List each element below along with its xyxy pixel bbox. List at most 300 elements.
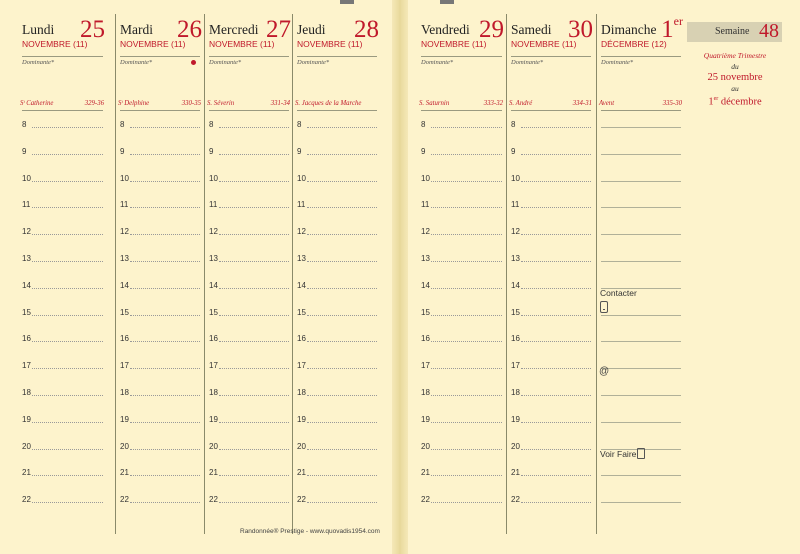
hour-label: 10: [421, 173, 430, 183]
hour-slot[interactable]: [116, 426, 204, 453]
hour-label: 8: [421, 120, 426, 129]
hour-slot[interactable]: [507, 479, 595, 506]
hour-line: [219, 368, 289, 369]
hour-slot[interactable]: [116, 452, 204, 479]
hour-slot[interactable]: [116, 318, 204, 345]
hour-slot[interactable]: [293, 426, 381, 453]
hour-line: [32, 449, 103, 450]
hour-label: 20: [297, 441, 306, 451]
hour-slot[interactable]: [507, 158, 595, 185]
hour-slot[interactable]: [116, 345, 204, 372]
quarter-end-num: 1: [708, 96, 714, 108]
dominante-label: Dominante*: [120, 59, 153, 66]
hour-line: [130, 475, 200, 476]
hour-slot[interactable]: [205, 479, 293, 506]
hour-line: [219, 341, 289, 342]
hour-line: [431, 395, 502, 396]
hour-label: 11: [421, 200, 430, 210]
hour-label: 15: [421, 307, 430, 317]
hour-label: 16: [421, 334, 430, 344]
hour-slot[interactable]: [18, 238, 107, 265]
day-number-sup: er: [673, 14, 683, 28]
hour-slot[interactable]: [293, 184, 381, 211]
saint-name: S. Saturnin: [419, 100, 450, 107]
hour-label: 14: [297, 280, 306, 290]
hour-line: [431, 181, 502, 182]
hour-label: 18: [511, 388, 520, 397]
voir-faire-label: Voir Faire: [600, 449, 637, 459]
hour-slot[interactable]: [597, 345, 685, 372]
saint-name: S. Jacques de la Marche: [295, 100, 362, 107]
hour-line: [130, 181, 200, 182]
hour-slot[interactable]: [18, 184, 107, 211]
hour-slot[interactable]: [18, 265, 107, 292]
hour-slot[interactable]: [293, 158, 381, 185]
hour-slot[interactable]: [597, 399, 685, 426]
phone-icon: [600, 301, 608, 313]
hour-slot[interactable]: [293, 238, 381, 265]
day-of-year: 329-36: [84, 100, 104, 107]
quarter-end: [688, 94, 782, 108]
hour-label: 8: [120, 120, 125, 129]
day-header: [18, 14, 107, 62]
hour-label: 17: [22, 361, 31, 371]
quarter-end-month: décembre: [720, 96, 762, 108]
hour-slot[interactable]: [205, 372, 293, 399]
day-column: [506, 14, 595, 534]
hour-slot[interactable]: [507, 184, 595, 211]
day-header: [507, 14, 595, 62]
hour-label: 13: [209, 254, 218, 263]
hour-label: 12: [511, 227, 520, 237]
day-month: NOVEMBRE (11): [120, 39, 186, 49]
day-month: DÉCEMBRE (12): [601, 39, 667, 49]
hour-slot[interactable]: [205, 238, 293, 265]
hour-label: 21: [297, 468, 306, 478]
hour-line: [130, 449, 200, 450]
hour-slot[interactable]: [597, 104, 685, 131]
hour-slot[interactable]: [18, 158, 107, 185]
hour-slot[interactable]: [293, 265, 381, 292]
hour-line: [521, 127, 591, 128]
hour-label: 13: [511, 254, 520, 263]
header-rule: [209, 56, 289, 57]
hour-slot[interactable]: [417, 345, 506, 372]
hour-slot[interactable]: [293, 452, 381, 479]
hour-line: [32, 127, 103, 128]
hour-slot[interactable]: [417, 131, 506, 158]
hour-label: 22: [297, 495, 306, 505]
hour-slot[interactable]: [205, 211, 293, 238]
hour-line: [521, 341, 591, 342]
hour-label: 22: [120, 495, 129, 505]
hour-slot[interactable]: [507, 399, 595, 426]
hour-slot[interactable]: [116, 292, 204, 319]
day-name: Jeudi: [297, 22, 326, 37]
hour-slot[interactable]: [417, 265, 506, 292]
hour-line: [130, 154, 200, 155]
hour-line: [431, 475, 502, 476]
hour-label: 13: [297, 254, 306, 263]
quarter-info: [688, 50, 782, 108]
hour-label: 22: [511, 495, 520, 505]
quarter-start-month: novembre: [720, 72, 763, 83]
quarter-title: Quatrième Trimestre: [703, 51, 767, 60]
hour-line: [431, 422, 502, 423]
hour-line: [219, 154, 289, 155]
hour-line: [219, 181, 289, 182]
dominante-label: Dominante*: [421, 59, 454, 66]
hour-slot[interactable]: [116, 184, 204, 211]
hour-label: 15: [120, 307, 129, 317]
hour-slot[interactable]: [116, 399, 204, 426]
saint-name: Sᵗ Delphine: [118, 100, 150, 107]
hour-label: 22: [421, 495, 430, 505]
hour-slot[interactable]: [293, 399, 381, 426]
hour-line: [32, 181, 103, 182]
hour-line: [219, 395, 289, 396]
header-rule: [601, 56, 681, 57]
hour-slot[interactable]: [116, 131, 204, 158]
hour-label: 18: [421, 388, 430, 397]
note-line: [601, 368, 681, 369]
hour-label: 10: [297, 173, 306, 183]
hour-slot[interactable]: [116, 265, 204, 292]
day-name: Mercredi: [209, 22, 259, 37]
quarter-end-sup: er: [713, 96, 719, 102]
hour-label: 12: [22, 227, 31, 237]
hour-slot[interactable]: [205, 345, 293, 372]
hour-line: [431, 261, 502, 262]
hour-slot[interactable]: [597, 131, 685, 158]
hour-slot[interactable]: [597, 479, 685, 506]
note-line: [601, 261, 681, 262]
day-column: [18, 14, 107, 534]
marker-dot: [191, 60, 196, 65]
hour-slot[interactable]: [205, 399, 293, 426]
hour-slot[interactable]: [293, 104, 381, 131]
hour-line: [219, 288, 289, 289]
hour-slot[interactable]: [417, 452, 506, 479]
hour-line: [219, 422, 289, 423]
hour-slot[interactable]: [507, 131, 595, 158]
hour-slot[interactable]: [205, 184, 293, 211]
hour-slot[interactable]: [18, 131, 107, 158]
hour-label: 14: [511, 280, 520, 290]
day-number-value: 28: [354, 16, 379, 43]
hour-slot[interactable]: [507, 426, 595, 453]
hour-line: [307, 288, 377, 289]
hour-slot[interactable]: [116, 158, 204, 185]
hour-label: 22: [209, 495, 218, 505]
hour-line: [307, 261, 377, 262]
hour-slot[interactable]: [597, 372, 685, 399]
hour-slot[interactable]: [18, 292, 107, 319]
hour-slot[interactable]: [293, 345, 381, 372]
hour-label: 17: [209, 361, 218, 371]
day-of-year: 334-31: [572, 100, 592, 107]
hour-slot[interactable]: [507, 372, 595, 399]
hour-line: [431, 127, 502, 128]
hour-slot[interactable]: [205, 104, 293, 131]
hour-line: [130, 234, 200, 235]
week-number: 48: [759, 20, 779, 42]
hour-line: [32, 475, 103, 476]
hour-slot[interactable]: [293, 211, 381, 238]
hour-line: [307, 234, 377, 235]
quarter-du: du: [731, 62, 739, 71]
day-number-value: 26: [177, 16, 202, 43]
hour-line: [521, 475, 591, 476]
hour-label: 21: [209, 468, 218, 478]
hour-line: [521, 207, 591, 208]
hour-line: [130, 422, 200, 423]
hour-line: [431, 207, 502, 208]
hour-slot[interactable]: [205, 426, 293, 453]
hour-slot[interactable]: [293, 318, 381, 345]
hour-slot[interactable]: [507, 292, 595, 319]
hour-label: 19: [421, 414, 430, 424]
hour-label: 20: [511, 441, 520, 451]
hour-label: 18: [120, 388, 129, 397]
hour-line: [32, 288, 103, 289]
hour-label: 19: [22, 414, 31, 424]
hour-slot[interactable]: [417, 292, 506, 319]
hour-slot[interactable]: [597, 238, 685, 265]
day-header: [597, 14, 685, 62]
hour-slot[interactable]: [597, 158, 685, 185]
hour-slot[interactable]: [417, 372, 506, 399]
day-name: Samedi: [511, 22, 552, 37]
header-rule: [421, 56, 502, 57]
hour-slot[interactable]: [205, 452, 293, 479]
day-column: [115, 14, 204, 534]
hour-slot[interactable]: [205, 292, 293, 319]
footer-text: Randonnée® Prestige - www.quovadis1954.com: [240, 528, 380, 535]
day-month: NOVEMBRE (11): [421, 39, 487, 49]
note-line: [601, 422, 681, 423]
hour-slot[interactable]: [205, 318, 293, 345]
hour-slot[interactable]: [18, 479, 107, 506]
saint-name: Sᵗ Catherine: [20, 100, 54, 107]
hour-slot[interactable]: [18, 104, 107, 131]
hour-line: [32, 502, 103, 503]
dominante-label: Dominante*: [601, 59, 634, 66]
hour-label: 21: [421, 468, 430, 478]
hour-line: [307, 315, 377, 316]
hour-label: 14: [421, 280, 430, 290]
hour-label: 21: [22, 468, 31, 478]
hour-label: 10: [22, 173, 31, 183]
hour-label: 15: [297, 307, 306, 317]
day-header: [293, 14, 381, 62]
hour-slot[interactable]: [417, 479, 506, 506]
hour-slot[interactable]: [597, 318, 685, 345]
hour-slot[interactable]: [417, 238, 506, 265]
hour-line: [521, 368, 591, 369]
hour-line: [32, 422, 103, 423]
hour-line: [521, 395, 591, 396]
hour-slot[interactable]: [293, 479, 381, 506]
hour-label: 11: [511, 200, 520, 210]
hour-label: 12: [297, 227, 306, 237]
hour-slot[interactable]: [597, 211, 685, 238]
day-month: NOVEMBRE (11): [209, 39, 275, 49]
hour-slot[interactable]: [507, 211, 595, 238]
hour-line: [307, 422, 377, 423]
hour-label: 18: [22, 388, 31, 397]
hour-label: 9: [297, 146, 302, 156]
hour-line: [130, 368, 200, 369]
hour-label: 12: [120, 227, 129, 237]
hour-slot[interactable]: [205, 265, 293, 292]
hour-slot[interactable]: [417, 104, 506, 131]
day-number-value: 25: [80, 16, 105, 43]
hour-slot[interactable]: [417, 426, 506, 453]
day-header: [417, 14, 506, 62]
note-line: [601, 207, 681, 208]
hour-slot[interactable]: [116, 211, 204, 238]
note-line: [601, 181, 681, 182]
day-name: Dimanche: [601, 22, 657, 37]
hour-slot[interactable]: [507, 104, 595, 131]
hour-slot[interactable]: [18, 372, 107, 399]
page-gutter: [392, 0, 408, 554]
hour-slot[interactable]: [417, 318, 506, 345]
hour-label: 8: [511, 120, 516, 129]
hour-label: 17: [120, 361, 129, 371]
day-header: [116, 14, 204, 62]
saint-name: S. André: [509, 100, 533, 107]
hour-line: [431, 449, 502, 450]
hour-slot[interactable]: [293, 131, 381, 158]
hour-label: 16: [297, 334, 306, 344]
hour-label: 16: [120, 334, 129, 344]
hour-slot[interactable]: [205, 131, 293, 158]
hour-slot[interactable]: [417, 399, 506, 426]
hour-label: 16: [209, 334, 218, 344]
hour-label: 18: [209, 388, 218, 397]
hour-line: [307, 207, 377, 208]
day-column: [417, 14, 506, 534]
hour-line: [32, 234, 103, 235]
hour-slot[interactable]: [293, 372, 381, 399]
note-line: [601, 315, 681, 316]
day-column: [204, 14, 293, 534]
header-rule: [120, 56, 200, 57]
hour-label: 12: [421, 227, 430, 237]
top-tab-mark-left: [340, 0, 354, 4]
hour-line: [130, 288, 200, 289]
hour-slot[interactable]: [507, 238, 595, 265]
hour-line: [130, 127, 200, 128]
hour-slot[interactable]: [116, 372, 204, 399]
day-number-value: 27: [266, 16, 291, 43]
hour-slot[interactable]: [597, 184, 685, 211]
hour-slot[interactable]: [116, 238, 204, 265]
hour-slot[interactable]: [18, 452, 107, 479]
saint-name: S. Séverin: [207, 100, 235, 107]
header-rule: [297, 56, 377, 57]
hour-slot[interactable]: [507, 452, 595, 479]
hour-slot[interactable]: [417, 184, 506, 211]
note-line: [601, 475, 681, 476]
hour-label: 11: [120, 200, 129, 210]
hour-line: [32, 315, 103, 316]
day-header: [205, 14, 293, 62]
hour-line: [521, 288, 591, 289]
hour-slot[interactable]: [293, 292, 381, 319]
hour-line: [307, 368, 377, 369]
hour-line: [219, 207, 289, 208]
hour-line: [219, 127, 289, 128]
hour-line: [431, 315, 502, 316]
hour-label: 9: [421, 146, 426, 156]
hour-line: [32, 341, 103, 342]
hour-line: [130, 502, 200, 503]
hour-slot[interactable]: [18, 399, 107, 426]
hour-line: [32, 154, 103, 155]
hour-label: 9: [22, 146, 27, 156]
hour-slot[interactable]: [116, 479, 204, 506]
hour-slot[interactable]: [205, 158, 293, 185]
hour-label: 19: [511, 414, 520, 424]
hour-label: 17: [511, 361, 520, 371]
hour-line: [219, 502, 289, 503]
hour-label: 19: [297, 414, 306, 424]
day-column: [292, 14, 381, 534]
hour-label: 9: [511, 146, 516, 156]
hour-slot[interactable]: [18, 345, 107, 372]
hour-label: 11: [22, 200, 31, 210]
day-month: NOVEMBRE (11): [511, 39, 577, 49]
note-line: [601, 395, 681, 396]
hour-slot[interactable]: [18, 426, 107, 453]
dominante-label: Dominante*: [297, 59, 330, 66]
hour-slot[interactable]: [507, 265, 595, 292]
hour-label: 10: [511, 173, 520, 183]
hour-slot[interactable]: [417, 211, 506, 238]
day-name: Vendredi: [421, 22, 470, 37]
hour-line: [130, 207, 200, 208]
hour-label: 19: [209, 414, 218, 424]
hour-line: [130, 341, 200, 342]
hour-line: [130, 261, 200, 262]
hour-line: [32, 368, 103, 369]
hour-slot[interactable]: [18, 211, 107, 238]
hour-slot[interactable]: [18, 318, 107, 345]
hour-slot[interactable]: [507, 345, 595, 372]
hour-label: 13: [120, 254, 129, 263]
dominante-label: Dominante*: [209, 59, 242, 66]
hour-label: 21: [120, 468, 129, 478]
hour-slot[interactable]: [507, 318, 595, 345]
dominante-label: Dominante*: [22, 59, 55, 66]
day-of-year: 330-35: [181, 100, 201, 107]
hour-line: [521, 261, 591, 262]
hour-slot[interactable]: [116, 104, 204, 131]
hour-line: [431, 288, 502, 289]
hour-slot[interactable]: [417, 158, 506, 185]
hour-line: [219, 315, 289, 316]
hour-line: [219, 475, 289, 476]
day-of-year: 335-30: [662, 100, 682, 107]
hour-line: [307, 502, 377, 503]
hour-line: [521, 502, 591, 503]
at-icon: @: [599, 366, 610, 377]
hour-line: [521, 449, 591, 450]
hour-line: [219, 261, 289, 262]
